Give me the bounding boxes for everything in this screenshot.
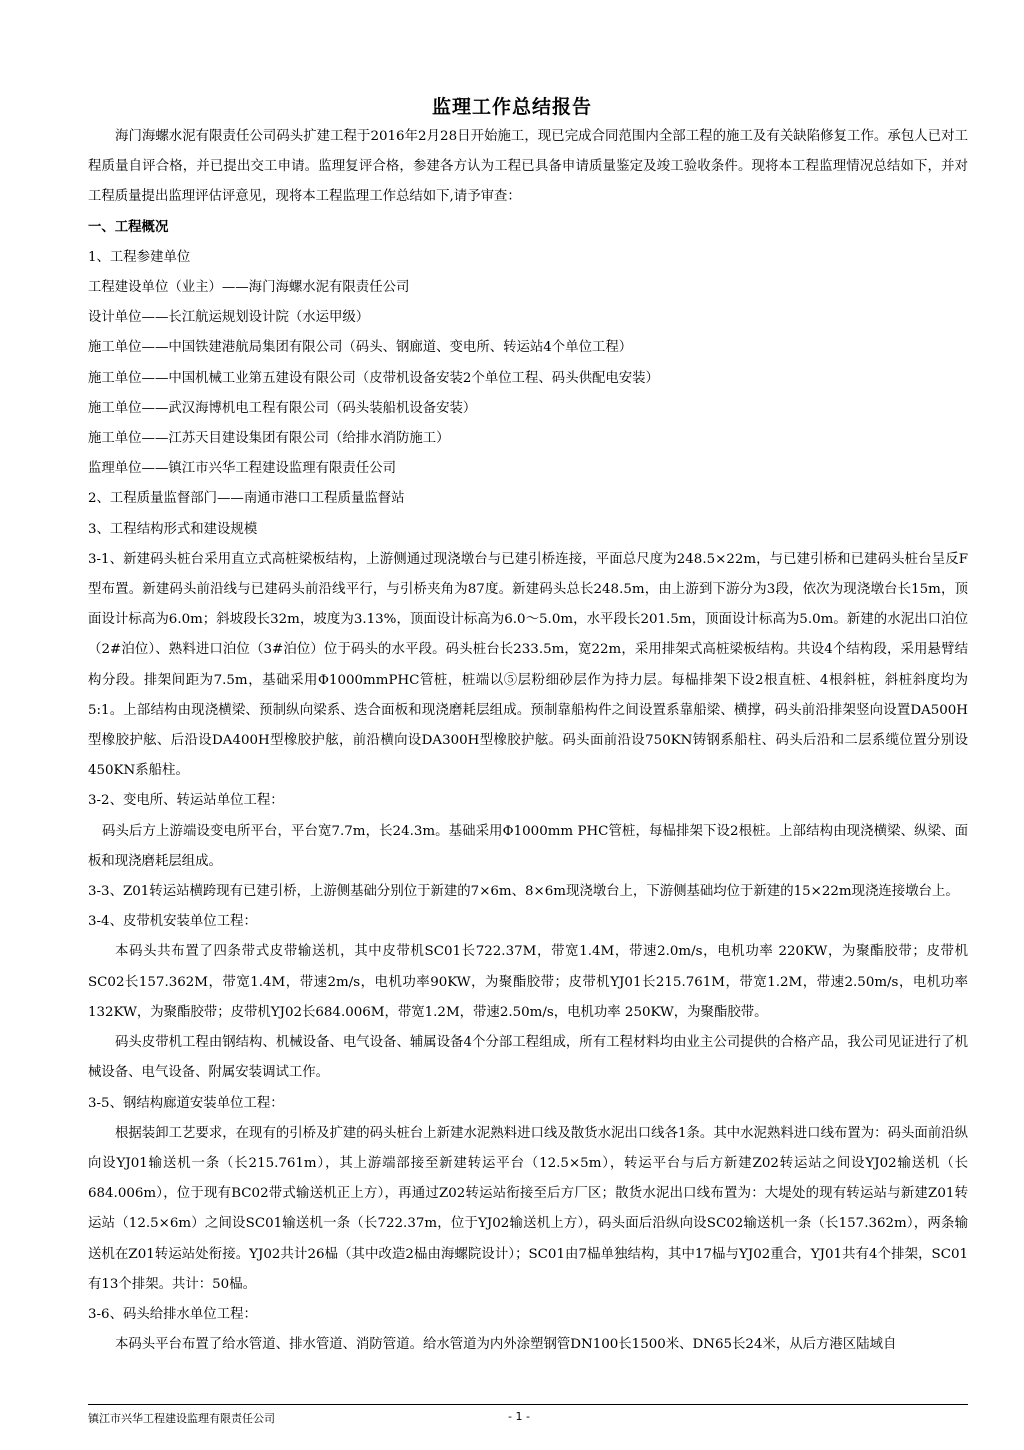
paragraph-3-6: 本码头平台布置了给水管道、排水管道、消防管道。给水管道为内外涂塑钢管DN100长1500米、DN65长24米，从后方港区陆域自: [115, 1337, 897, 1353]
paragraph-3-4-works: 码头皮带机工程由钢结构、机械设备、电气设备、辅属设备4个分部工程组成，所有工程材料均由业主公司提供的合格产品，我公司见证进行了机械设备、电气设备、附属安装调试工作。: [88, 1035, 968, 1081]
unit-line: 施工单位——中国铁建港航局集团有限公司（码头、钢廊道、变电所、转运站4个单位工程）: [88, 340, 633, 356]
unit-line: 工程建设单位（业主）——海门海螺水泥有限责任公司: [88, 280, 410, 296]
unit-line: 施工单位——中国机械工业第五建设有限公司（皮带机设备安装2个单位工程、码头供配电安装）: [88, 370, 659, 386]
unit-line: 设计单位——长江航运规划设计院（水运甲级）: [88, 310, 370, 326]
intro-paragraph: 海门海螺水泥有限责任公司码头扩建工程于2016年2月28日开始施工，现已完成合同范围内全部工程的施工及有关缺陷修复工作。承包人已对工程质量自评合格，并已提出交工申请。监理复评合格，参建各方认为工程已具备申请质量鉴定及竣工验收条件。现将本工程监理情况总结如下，并对工程质量提出监理评估评意见，现将本工程监理工作总结如下,请予审查：: [88, 129, 968, 205]
item-heading-structure: 3、工程结构形式和建设规模: [88, 521, 258, 537]
heading-3-6: 3-6、码头给排水单位工程：: [88, 1306, 257, 1322]
heading-3-2: 3-2、变电所、转运站单位工程：: [88, 793, 284, 809]
item-heading-units: 1、工程参建单位: [88, 249, 191, 265]
item-supervision: 2、工程质量监督部门——南通市港口工程质量监督站: [88, 491, 405, 507]
page-title: 监理工作总结报告: [431, 96, 592, 118]
paragraph-3-5: 根据装卸工艺要求，在现有的引桥及扩建的码头桩台上新建水泥熟料进口线及散货水泥出口线各1条。其中水泥熟料进口线布置为：码头面前沿纵向设YJ01输送机一条（长215.761m），其上游端部接至新建转运平台（12.5×5m），转运平台与后方新建Z02转运站之间设YJ02输送机（长684.006m），位于现有BC02带式输送机正上方），再通过Z02转运站衔接至后方厂区；散货水泥出口线布置为：大堤处的现有转运站与新建Z01转运站（12.5×6m）之间设SC01输送机一条（长722.37m，位于YJ02输送机上方），码头面后沿纵向设SC02输送机一条（长157.362m），两条输送机在Z01转运站处衔接。YJ02共计26榀（其中改造2榀由海螺院设计）；SC01由7榀单独结构，其中17榀与YJ02重合，YJ01共有4个排架，SC01有13个排架。共计：50榀。: [88, 1125, 968, 1292]
heading-3-4: 3-4、皮带机安装单位工程：: [88, 914, 257, 930]
footer-divider: [88, 1404, 968, 1405]
page-number: - 1 -: [508, 1410, 530, 1423]
section-heading-overview: 一、工程概况: [88, 219, 169, 235]
paragraph-3-4-belts: 本码头共布置了四条带式皮带输送机，其中皮带机SC01长722.37M，带宽1.4M，带速2.0m/s，电机功率 220KW，为聚酯胶带；皮带机SC02长157.362M，带宽1.4M，带速2m/s，电机功率90KW，为聚酯胶带；皮带机YJ01长215.761M，带宽1.2M，带速2.50m/s，电机功率 132KW，为聚酯胶带；皮带机YJ02长684.006M，带宽1.2M，带速2.50m/s，电机功率 250KW，为聚酯胶带。: [88, 944, 968, 1020]
unit-line: 施工单位——武汉海博机电工程有限公司（码头装船机设备安装）: [88, 400, 477, 416]
paragraph-3-1: 3-1、新建码头桩台采用直立式高桩梁板结构，上游侧通过现浇墩台与已建引桥连接，平面总尺度为248.5×22m，与已建引桥和已建码头桩台呈反F型布置。新建码头前沿线与已建码头前沿线平行，与引桥夹角为87度。新建码头总长248.5m，由上游到下游分为3段，依次为现浇墩台长15m，顶面设计标高为6.0m；斜坡段长32m，坡度为3.13%，顶面设计标高为6.0～5.0m，水平段长201.5m，顶面设计标高为5.0m。新建的水泥出口泊位（2#泊位）、熟料进口泊位（3#泊位）位于码头的水平段。码头桩台长233.5m，宽22m，采用排架式高桩梁板结构。共设4个结构段，采用悬臂结构分段。排架间距为7.5m，基础采用Φ1000mmPHC管桩，桩端以⑤层粉细砂层作为持力层。每榀排架下设2根直桩、4根斜桩，斜桩斜度均为5:1。上部结构由现浇横梁、预制纵向梁系、迭合面板和现浇磨耗层组成。预制靠船构件之间设置系靠船梁、横撑，码头前沿排架竖向设置DA500H型橡胶护舷、后沿设DA400H型橡胶护舷，前沿横向设DA300H型橡胶护舷。码头面前沿设750KN铸钢系船柱、码头后沿和二层系缆位置分别设450KN系船柱。: [88, 551, 968, 779]
paragraph-3-2: 码头后方上游端设变电所平台，平台宽7.7m，长24.3m。基础采用Φ1000mm PHC管桩，每榀排架下设2根桩。上部结构由现浇横梁、纵梁、面板和现浇磨耗层组成。: [88, 823, 968, 869]
document-body: [88, 122, 968, 1360]
heading-3-5: 3-5、钢结构廊道安装单位工程：: [88, 1095, 284, 1111]
unit-line: 施工单位——江苏天目建设集团有限公司（给排水消防施工）: [88, 431, 450, 447]
footer-company: 镇江市兴华工程建设监理有限责任公司: [88, 1412, 275, 1425]
paragraph-3-3: 3-3、Z01转运站横跨现有已建引桥，上游侧基础分别位于新建的7×6m、8×6m现浇墩台上，下游侧基础均位于新建的15×22m现浇连接墩台上。: [88, 884, 959, 900]
unit-line: 监理单位——镇江市兴华工程建设监理有限责任公司: [88, 461, 396, 477]
